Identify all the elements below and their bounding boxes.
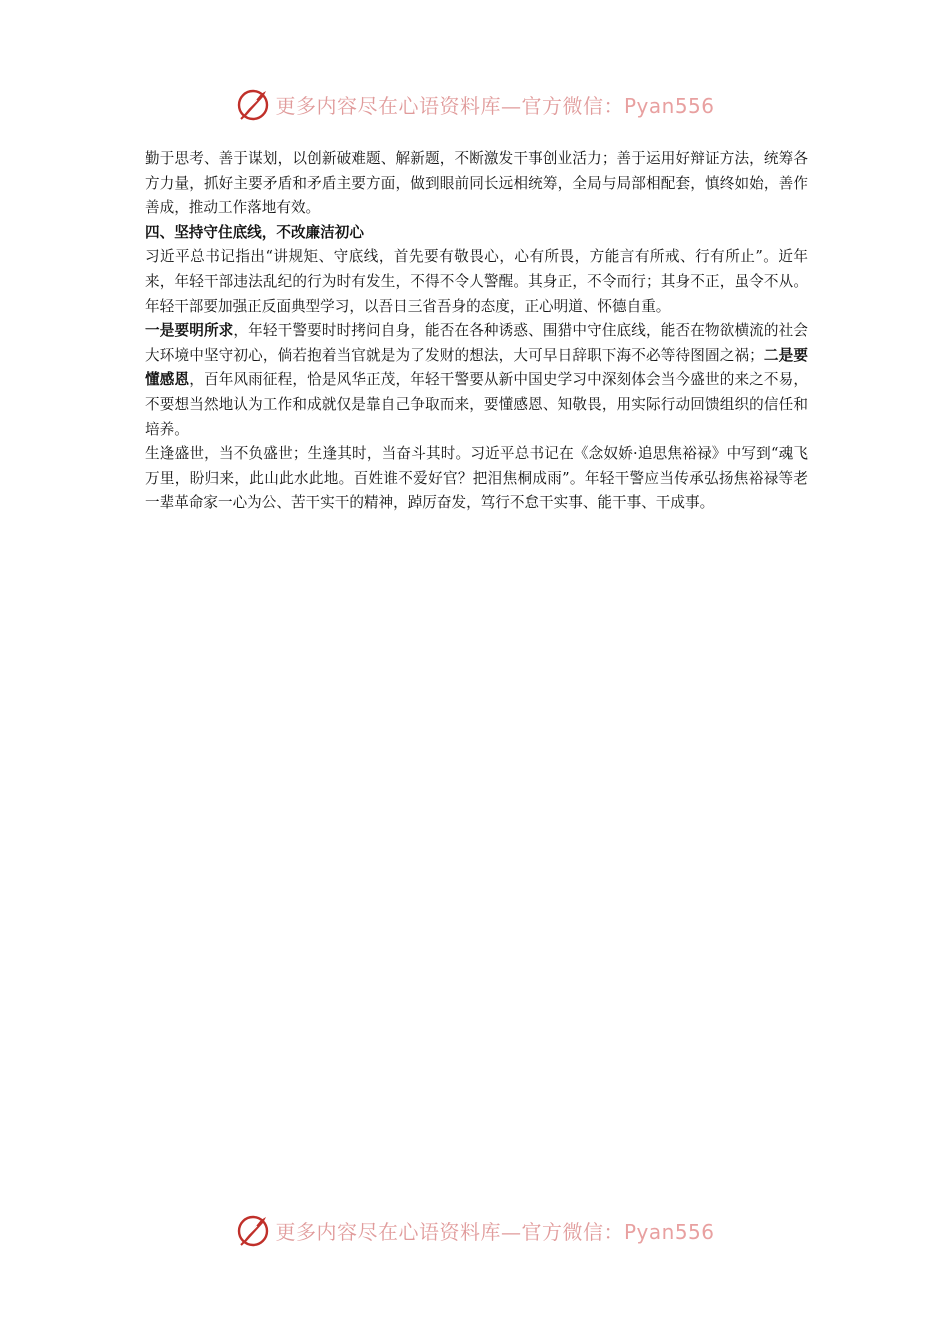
footer-banner (0, 1210, 950, 1250)
paragraph-1: 勤于思考、善于谋划，以创新破难题、解新题，不断激发干事创业活力；善于运用好辩证方法，统筹各方力量，抓好主要矛盾和矛盾主要方面，做到眼前同长远相统筹，全局与局部相配套，慎终如始，善作善成，推动工作落地有效。 (145, 150, 808, 217)
footer-banner-cn: 更多内容尽在心语资料库—官方微信： (275, 1219, 624, 1244)
header-banner-wechat-id: Pyan556 (623, 93, 715, 118)
paragraph-3 (145, 319, 808, 442)
document-body (145, 147, 808, 516)
footer-banner-text (275, 1216, 714, 1245)
header-banner (0, 84, 950, 124)
paragraph-4: 生逢盛世，当不负盛世；生逢其时，当奋斗其时。习近平总书记在《念奴娇·追思焦裕禄》中写到“魂飞万里，盼归来，此山此水此地。百姓谁不爱好官？把泪焦桐成雨”。年轻干警应当传承弘扬焦裕禄等老一辈革命家一心为公、苦干实干的精神，踔厉奋发，笃行不怠干实事、能干事、干成事。 (145, 445, 808, 512)
paragraph-2: 习近平总书记指出“讲规矩、守底线，首先要有敬畏心，心有所畏，方能言有所戒、行有所止”。近年来，年轻干部违法乱纪的行为时有发生，不得不令人警醒。其身正，不令而行；其身不正，虽令不从。年轻干部要加强正反面典型学习，以吾日三省吾身的态度，正心明道、怀德自重。 (145, 248, 808, 315)
paragraph-3-text-1: ，年轻干警要时时拷问自身，能否在各种诱惑、围猎中守住底线，能否在物欲横流的社会大环境中坚守初心，倘若抱着当官就是为了发财的想法，大可早日辞职下海不必等待图圄之祸； (145, 322, 808, 364)
header-banner-text (275, 90, 714, 119)
header-banner-cn: 更多内容尽在心语资料库—官方微信： (275, 93, 624, 118)
bold-lead-2: 二是要懂感恩 (145, 346, 808, 389)
footer-banner-wechat-id: Pyan556 (623, 1219, 715, 1244)
section-heading-4: 四、坚持守住底线，不改廉洁初心 (145, 223, 364, 241)
quill-pen-logo-icon (235, 86, 271, 122)
bold-lead-1: 一是要明所求 (145, 322, 234, 340)
quill-pen-logo-icon (235, 1212, 271, 1248)
paragraph-3-text-2: ，百年风雨征程，恰是风华正茂，年轻干警要从新中国史学习中深刻体会当今盛世的来之不易，不要想当然地认为工作和成就仅是靠自己争取而来，要懂感恩、知敬畏，用实际行动回馈组织的信任和培养。 (145, 371, 808, 438)
